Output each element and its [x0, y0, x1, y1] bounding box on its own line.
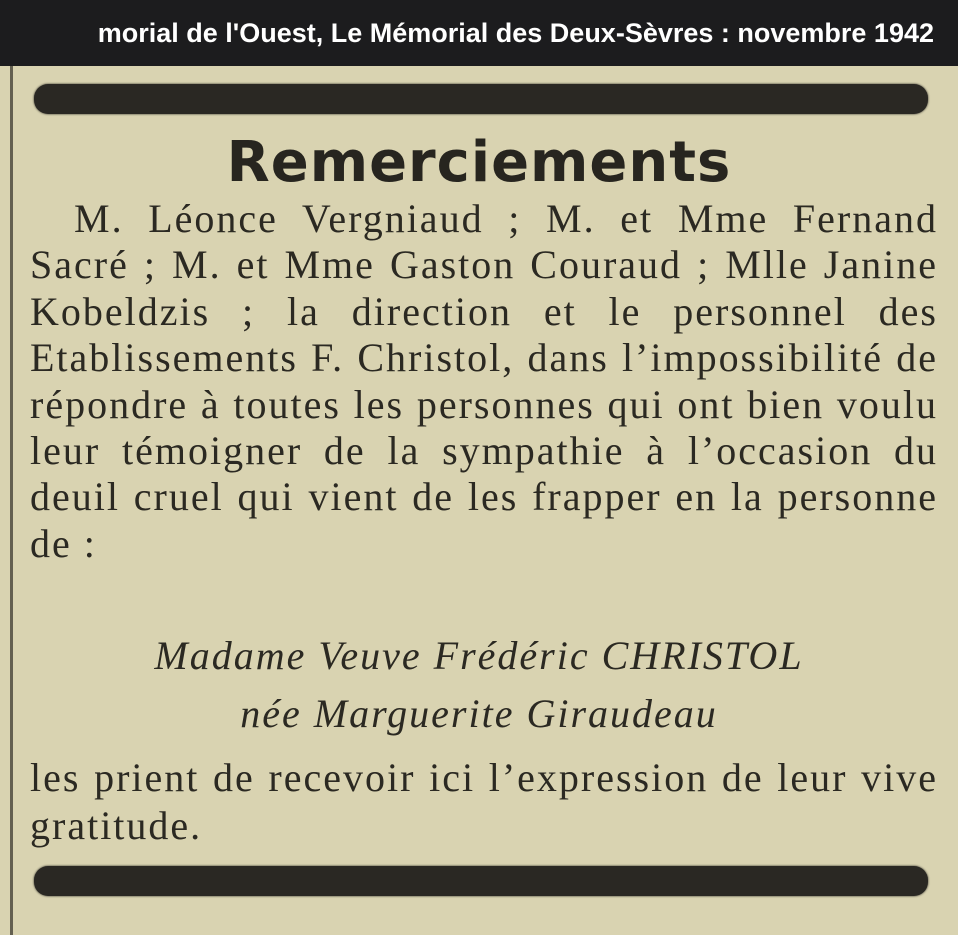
bottom-divider-bar	[34, 866, 928, 896]
article-heading: Remerciements	[226, 130, 732, 195]
window-title-bar	[0, 0, 958, 66]
article-body: M. Léonce Vergniaud ; M. et Mme Fernand Sacré ; M. et Mme Gaston Couraud ; Mlle Janine Kobeldzis ; la direction et le personnel des Etablissements F. Christol, dans l’impossibilité de répondre à toutes les personnes qui ont bien voulu leur témoigner de la sympathie à l’occasion du deuil cruel qui vient de les frapper en la personne de :	[30, 196, 938, 566]
window-title: morial de l'Ouest, Le Mémorial des Deux-Sèvres : novembre 1942	[97, 18, 934, 48]
top-divider-bar	[34, 84, 928, 114]
deceased-name: Madame Veuve Frédéric CHRISTOL	[154, 633, 804, 678]
column-rule	[10, 66, 13, 935]
article-closing: les prient de recevoir ici l’expression de leur vive gratitude.	[30, 755, 938, 848]
deceased-maiden-name: née Marguerite Giraudeau	[240, 691, 718, 736]
newspaper-clipping	[0, 66, 958, 935]
